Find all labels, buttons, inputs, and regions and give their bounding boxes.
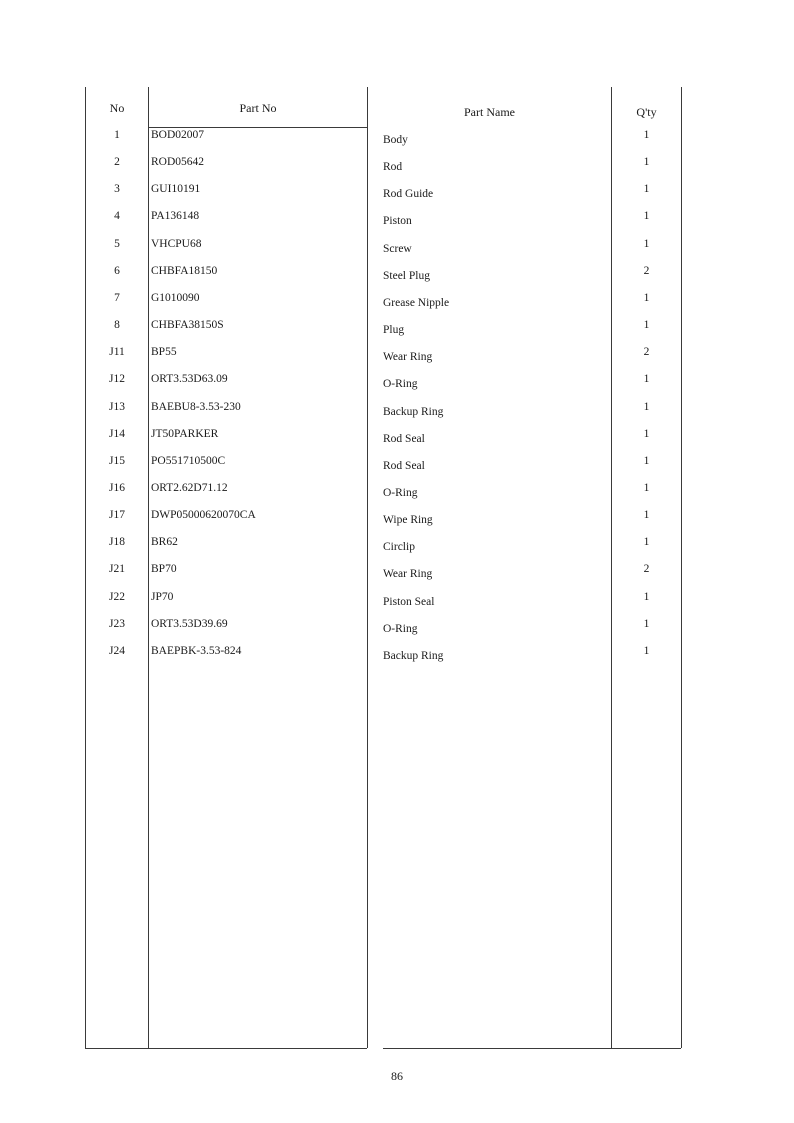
quantity: 1 bbox=[643, 481, 650, 494]
part-code: VHCPU68 bbox=[151, 237, 202, 250]
table-row bbox=[0, 401, 794, 428]
quantity: 1 bbox=[643, 509, 650, 522]
table-row bbox=[0, 292, 794, 319]
part-name: Rod Seal bbox=[383, 459, 425, 472]
part-name: Rod Seal bbox=[383, 432, 425, 445]
table-row bbox=[0, 536, 794, 563]
part-name: Circlip bbox=[383, 541, 415, 554]
part-name: Wear Ring bbox=[383, 568, 433, 581]
part-number-index: 8 bbox=[114, 319, 120, 332]
table-row bbox=[0, 265, 794, 292]
part-code: PO551710500C bbox=[151, 454, 226, 467]
part-name: Backup Ring bbox=[383, 405, 444, 418]
quantity: 1 bbox=[643, 129, 650, 141]
table-row bbox=[0, 346, 794, 373]
part-number-index: 7 bbox=[114, 291, 120, 304]
part-code: BAEPBK-3.53-824 bbox=[151, 644, 242, 657]
table-row bbox=[0, 618, 794, 645]
part-number-index: 1 bbox=[114, 129, 120, 141]
part-code: GUI10191 bbox=[151, 183, 201, 196]
part-code: BP55 bbox=[151, 346, 177, 359]
quantity: 1 bbox=[643, 373, 650, 386]
page-number: 86 bbox=[391, 1069, 403, 1083]
quantity: 1 bbox=[643, 644, 650, 657]
part-name: Piston bbox=[383, 215, 412, 228]
part-name: Piston Seal bbox=[383, 595, 435, 608]
part-name: Rod Guide bbox=[383, 188, 434, 201]
quantity: 1 bbox=[643, 156, 650, 169]
part-code: JP70 bbox=[151, 590, 174, 603]
part-name: O-Ring bbox=[383, 622, 418, 635]
quantity: 1 bbox=[643, 291, 650, 304]
table-row bbox=[0, 183, 794, 210]
part-code: BAEBU8-3.53-230 bbox=[151, 400, 241, 413]
part-number-index: J12 bbox=[109, 373, 125, 386]
quantity: 1 bbox=[643, 210, 650, 223]
quantity: 1 bbox=[643, 590, 650, 603]
quantity: 1 bbox=[643, 536, 650, 549]
part-number-index: J16 bbox=[109, 481, 125, 494]
quantity: 1 bbox=[643, 454, 650, 467]
part-code: ORT3.53D63.09 bbox=[151, 373, 228, 386]
part-code: PA136148 bbox=[151, 210, 200, 223]
part-number-index: J14 bbox=[109, 427, 125, 440]
part-code: BR62 bbox=[151, 536, 178, 549]
table-row bbox=[0, 591, 794, 618]
part-number-index: J13 bbox=[109, 400, 125, 413]
table-row bbox=[0, 455, 794, 482]
part-number-index: 3 bbox=[114, 183, 120, 196]
table-row bbox=[0, 563, 794, 590]
table-row bbox=[0, 129, 794, 156]
part-code: ORT2.62D71.12 bbox=[151, 481, 228, 494]
part-number-index: J15 bbox=[109, 454, 125, 467]
part-number-index: J24 bbox=[109, 644, 125, 657]
quantity: 2 bbox=[643, 346, 650, 359]
part-name: Plug bbox=[383, 324, 405, 337]
quantity: 1 bbox=[643, 237, 650, 250]
part-number-index: 5 bbox=[114, 237, 120, 250]
part-number-index: 4 bbox=[114, 210, 120, 223]
part-name: Screw bbox=[383, 242, 412, 255]
part-name: O-Ring bbox=[383, 486, 418, 499]
part-name: Rod bbox=[383, 161, 403, 174]
table-bottom-right bbox=[383, 1048, 681, 1049]
quantity: 1 bbox=[643, 183, 650, 196]
table-row bbox=[0, 210, 794, 237]
part-number-index: 2 bbox=[114, 156, 120, 169]
quantity: 2 bbox=[643, 264, 650, 277]
part-name: Steel Plug bbox=[383, 269, 430, 282]
part-code: ROD05642 bbox=[151, 156, 205, 169]
part-number-index: J18 bbox=[109, 536, 125, 549]
part-code: CHBFA18150 bbox=[151, 264, 218, 277]
part-code: DWP05000620070CA bbox=[151, 509, 256, 522]
part-name: Body bbox=[383, 134, 408, 146]
part-code: BOD02007 bbox=[151, 129, 205, 141]
quantity: 1 bbox=[643, 400, 650, 413]
part-code: JT50PARKER bbox=[151, 427, 219, 440]
part-name: Wipe Ring bbox=[383, 514, 433, 527]
part-name: Grease Nipple bbox=[383, 296, 450, 309]
quantity: 2 bbox=[643, 563, 650, 576]
part-code: G1010090 bbox=[151, 291, 200, 304]
header-part-name: Part Name bbox=[464, 105, 515, 119]
part-code: BP70 bbox=[151, 563, 177, 576]
table-row bbox=[0, 509, 794, 536]
table-row bbox=[0, 156, 794, 183]
part-number-index: J23 bbox=[109, 617, 125, 630]
part-name: Wear Ring bbox=[383, 351, 433, 364]
table-row bbox=[0, 373, 794, 400]
header-rule-left bbox=[148, 127, 367, 128]
table-row bbox=[0, 482, 794, 509]
table-bottom-left bbox=[85, 1048, 367, 1049]
quantity: 1 bbox=[643, 617, 650, 630]
table-row bbox=[0, 319, 794, 346]
part-number-index: J21 bbox=[109, 563, 125, 576]
table-row bbox=[0, 238, 794, 265]
part-name: Backup Ring bbox=[383, 649, 444, 662]
quantity: 1 bbox=[643, 319, 650, 332]
part-number-index: J22 bbox=[109, 590, 125, 603]
part-code: CHBFA38150S bbox=[151, 319, 224, 332]
part-code: ORT3.53D39.69 bbox=[151, 617, 228, 630]
quantity: 1 bbox=[643, 427, 650, 440]
part-number-index: 6 bbox=[114, 264, 120, 277]
header-qty: Q'ty bbox=[636, 105, 657, 119]
header-no: No bbox=[109, 101, 125, 115]
part-number-index: J17 bbox=[109, 509, 125, 522]
part-number-index: J11 bbox=[109, 346, 125, 359]
table-row bbox=[0, 428, 794, 455]
part-name: O-Ring bbox=[383, 378, 418, 391]
table-row bbox=[0, 645, 794, 672]
header-part-no: Part No bbox=[239, 101, 277, 115]
